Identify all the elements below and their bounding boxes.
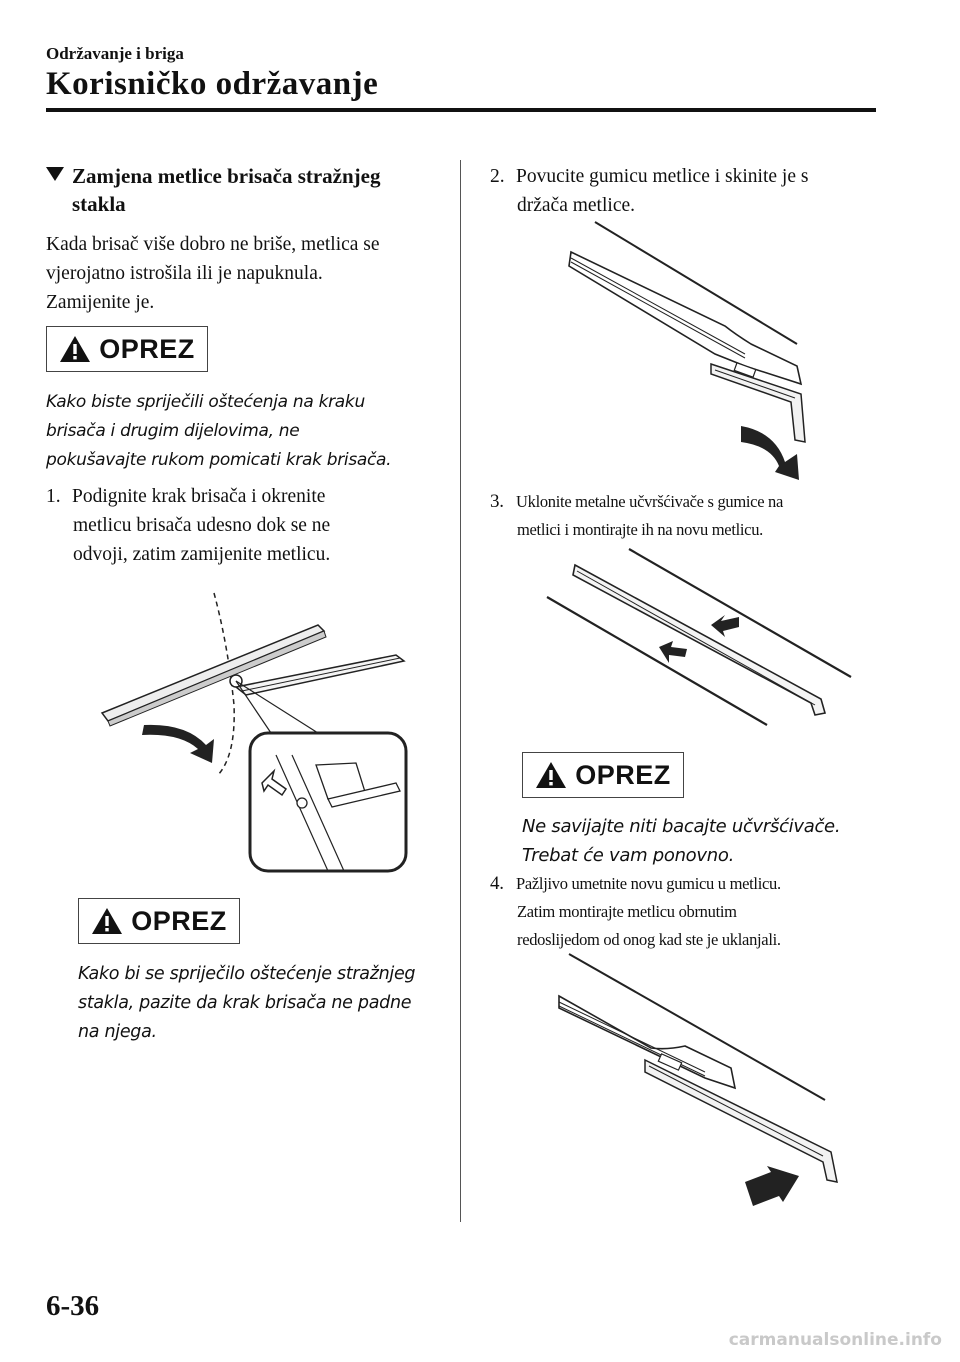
step-line: Podignite krak brisača i okrenite bbox=[72, 486, 326, 507]
step-number: 3. bbox=[490, 491, 504, 512]
caution-line: Kako bi se spriječilo oštećenje stražnjeg bbox=[78, 964, 416, 984]
intro-line: Kada brisač više dobro ne briše, metlica se bbox=[46, 234, 380, 255]
step-1 bbox=[46, 482, 456, 569]
caution-box bbox=[522, 752, 684, 798]
step-line: Povucite gumicu metlice i skinite je s bbox=[516, 166, 809, 187]
caution-label: OPREZ bbox=[131, 905, 227, 936]
column-divider bbox=[460, 160, 461, 1222]
step-2 bbox=[490, 162, 910, 220]
wiper-arm-illustration bbox=[96, 585, 416, 875]
subheading-line-1: Zamjena metlice brisača stražnjeg bbox=[72, 164, 381, 188]
subheading bbox=[46, 162, 446, 218]
section-label: Održavanje i briga bbox=[46, 44, 184, 63]
step-line: metlicu brisača udesno dok se ne bbox=[73, 515, 331, 536]
subheading-line-2: stakla bbox=[72, 192, 126, 216]
warning-triangle-icon bbox=[535, 761, 567, 789]
caution-label: OPREZ bbox=[575, 759, 671, 790]
blade-rubber-insert-illustration bbox=[555, 950, 855, 1215]
step-line: metlici i montirajte ih na novu metlicu. bbox=[517, 520, 763, 539]
caution-line: Ne savijajte niti bacajte učvršćivače. bbox=[522, 816, 841, 837]
caution-text bbox=[46, 388, 456, 475]
caution-text bbox=[522, 812, 922, 870]
page-number: 6-36 bbox=[46, 1290, 100, 1322]
step-line: Pažljivo umetnite novu gumicu u metlicu. bbox=[516, 874, 781, 893]
step-line: odvoji, zatim zamijenite metlicu. bbox=[73, 544, 331, 565]
caution-line: stakla, pazite da krak brisača ne padne bbox=[78, 993, 412, 1013]
title-rule bbox=[46, 108, 876, 112]
page-title: Korisničko održavanje bbox=[46, 66, 379, 102]
caution-box bbox=[46, 326, 208, 372]
caution-line: brisača i drugim dijelovima, ne bbox=[46, 421, 300, 441]
caution-label: OPREZ bbox=[99, 333, 195, 364]
caution-box bbox=[78, 898, 240, 944]
step-line: držača metlice. bbox=[517, 195, 635, 216]
step-3 bbox=[490, 488, 910, 544]
triangle-bullet-icon bbox=[46, 167, 64, 181]
watermark: carmanualsonline.info bbox=[728, 1330, 942, 1350]
intro-paragraph bbox=[46, 230, 456, 317]
step-line: Zatim montirajte metlicu obrnutim bbox=[517, 902, 737, 921]
metal-retainers-illustration bbox=[545, 545, 855, 730]
caution-line: na njega. bbox=[78, 1022, 157, 1042]
step-line: redoslijedom od onog kad ste je uklanjali. bbox=[517, 930, 781, 949]
step-4 bbox=[490, 870, 910, 954]
step-number: 1. bbox=[46, 486, 61, 507]
intro-line: Zamijenite je. bbox=[46, 292, 155, 313]
caution-line: Kako biste spriječili oštećenja na kraku bbox=[46, 392, 365, 412]
warning-triangle-icon bbox=[59, 335, 91, 363]
intro-line: vjerojatno istrošila ili je napuknula. bbox=[46, 263, 323, 284]
caution-text bbox=[78, 960, 458, 1047]
step-number: 2. bbox=[490, 166, 505, 187]
caution-line: Trebat će vam ponovno. bbox=[522, 845, 734, 866]
warning-triangle-icon bbox=[91, 907, 123, 935]
step-line: Uklonite metalne učvršćivače s gumice na bbox=[516, 492, 784, 511]
caution-line: pokušavajte rukom pomicati krak brisača. bbox=[46, 450, 392, 470]
blade-rubber-removal-illustration bbox=[565, 218, 815, 480]
step-number: 4. bbox=[490, 873, 504, 894]
